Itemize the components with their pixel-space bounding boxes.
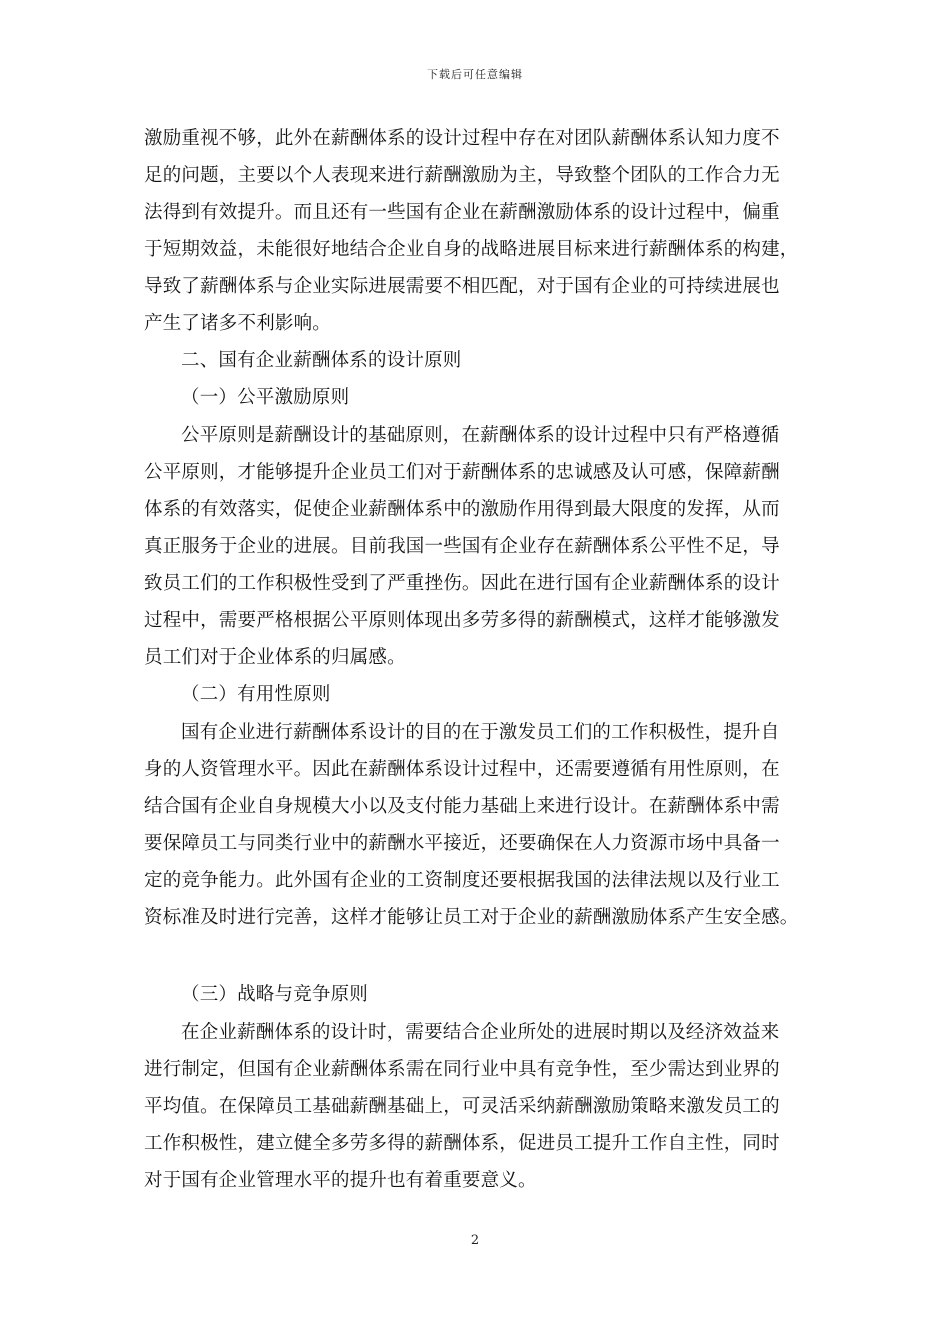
body-line: 要保障员工与同类行业中的薪酬水平接近，还要确保在人力资源市场中具备一 [144, 833, 780, 854]
body-line: 过程中，需要严格根据公平原则体现出多劳多得的薪酬模式，这样才能够激发 [144, 610, 780, 631]
body-line: 公平原则，才能够提升企业员工们对于薪酬体系的忠诚感及认可感，保障薪酬 [144, 462, 780, 483]
body-line: 真正服务于企业的进展。目前我国一些国有企业存在薪酬体系公平性不足，导 [144, 536, 780, 557]
body-line: 进行制定，但国有企业薪酬体系需在同行业中具有竞争性，至少需达到业界的 [144, 1059, 780, 1080]
body-line: 资标准及时进行完善，这样才能够让员工对于企业的薪酬激励体系产生安全感。 [144, 907, 799, 928]
body-line: 激励重视不够，此外在薪酬体系的设计过程中存在对团队薪酬体系认知力度不 [144, 128, 780, 149]
subsection-heading: （一）公平激励原则 [181, 387, 350, 408]
body-line: 法得到有效提升。而且还有一些国有企业在薪酬激励体系的设计过程中，偏重 [144, 202, 780, 223]
body-line: 在企业薪酬体系的设计时，需要结合企业所处的进展时期以及经济效益来 [181, 1022, 780, 1043]
body-line: 导致了薪酬体系与企业实际进展需要不相匹配，对于国有企业的可持续进展也 [144, 276, 780, 297]
subsection-heading: （二）有用性原则 [181, 684, 331, 705]
body-line: 员工们对于企业体系的归属感。 [144, 647, 406, 668]
body-line: 对于国有企业管理水平的提升也有着重要意义。 [144, 1170, 537, 1191]
subsection-heading: （三）战略与竞争原则 [181, 984, 369, 1005]
page-header: 下载后可任意编辑 [427, 68, 523, 81]
body-line: 于短期效益，未能很好地结合企业自身的战略进展目标来进行薪酬体系的构建， [144, 239, 799, 260]
page-number: 2 [470, 1233, 480, 1248]
body-line: 致员工们的工作积极性受到了严重挫伤。因此在进行国有企业薪酬体系的设计 [144, 573, 780, 594]
body-line: 身的人资管理水平。因此在薪酬体系设计过程中，还需要遵循有用性原则，在 [144, 759, 780, 780]
body-line: 足的问题，主要以个人表现来进行薪酬激励为主，导致整个团队的工作合力无 [144, 165, 780, 186]
body-line: 定的竞争能力。此外国有企业的工资制度还要根据我国的法律法规以及行业工 [144, 870, 780, 891]
body-line: 公平原则是薪酬设计的基础原则，在薪酬体系的设计过程中只有严格遵循 [181, 425, 780, 446]
body-line: 国有企业进行薪酬体系设计的目的在于激发员工们的工作积极性，提升自 [181, 722, 780, 743]
body-line: 体系的有效落实，促使企业薪酬体系中的激励作用得到最大限度的发挥，从而 [144, 499, 780, 520]
body-line: 结合国有企业自身规模大小以及支付能力基础上来进行设计。在薪酬体系中需 [144, 796, 780, 817]
body-line: 工作积极性，建立健全多劳多得的薪酬体系，促进员工提升工作自主性，同时 [144, 1133, 780, 1154]
body-line: 平均值。在保障员工基础薪酬基础上，可灵活采纳薪酬激励策略来激发员工的 [144, 1096, 780, 1117]
section-heading: 二、国有企业薪酬体系的设计原则 [181, 350, 462, 371]
body-line: 产生了诸多不利影响。 [144, 313, 332, 334]
